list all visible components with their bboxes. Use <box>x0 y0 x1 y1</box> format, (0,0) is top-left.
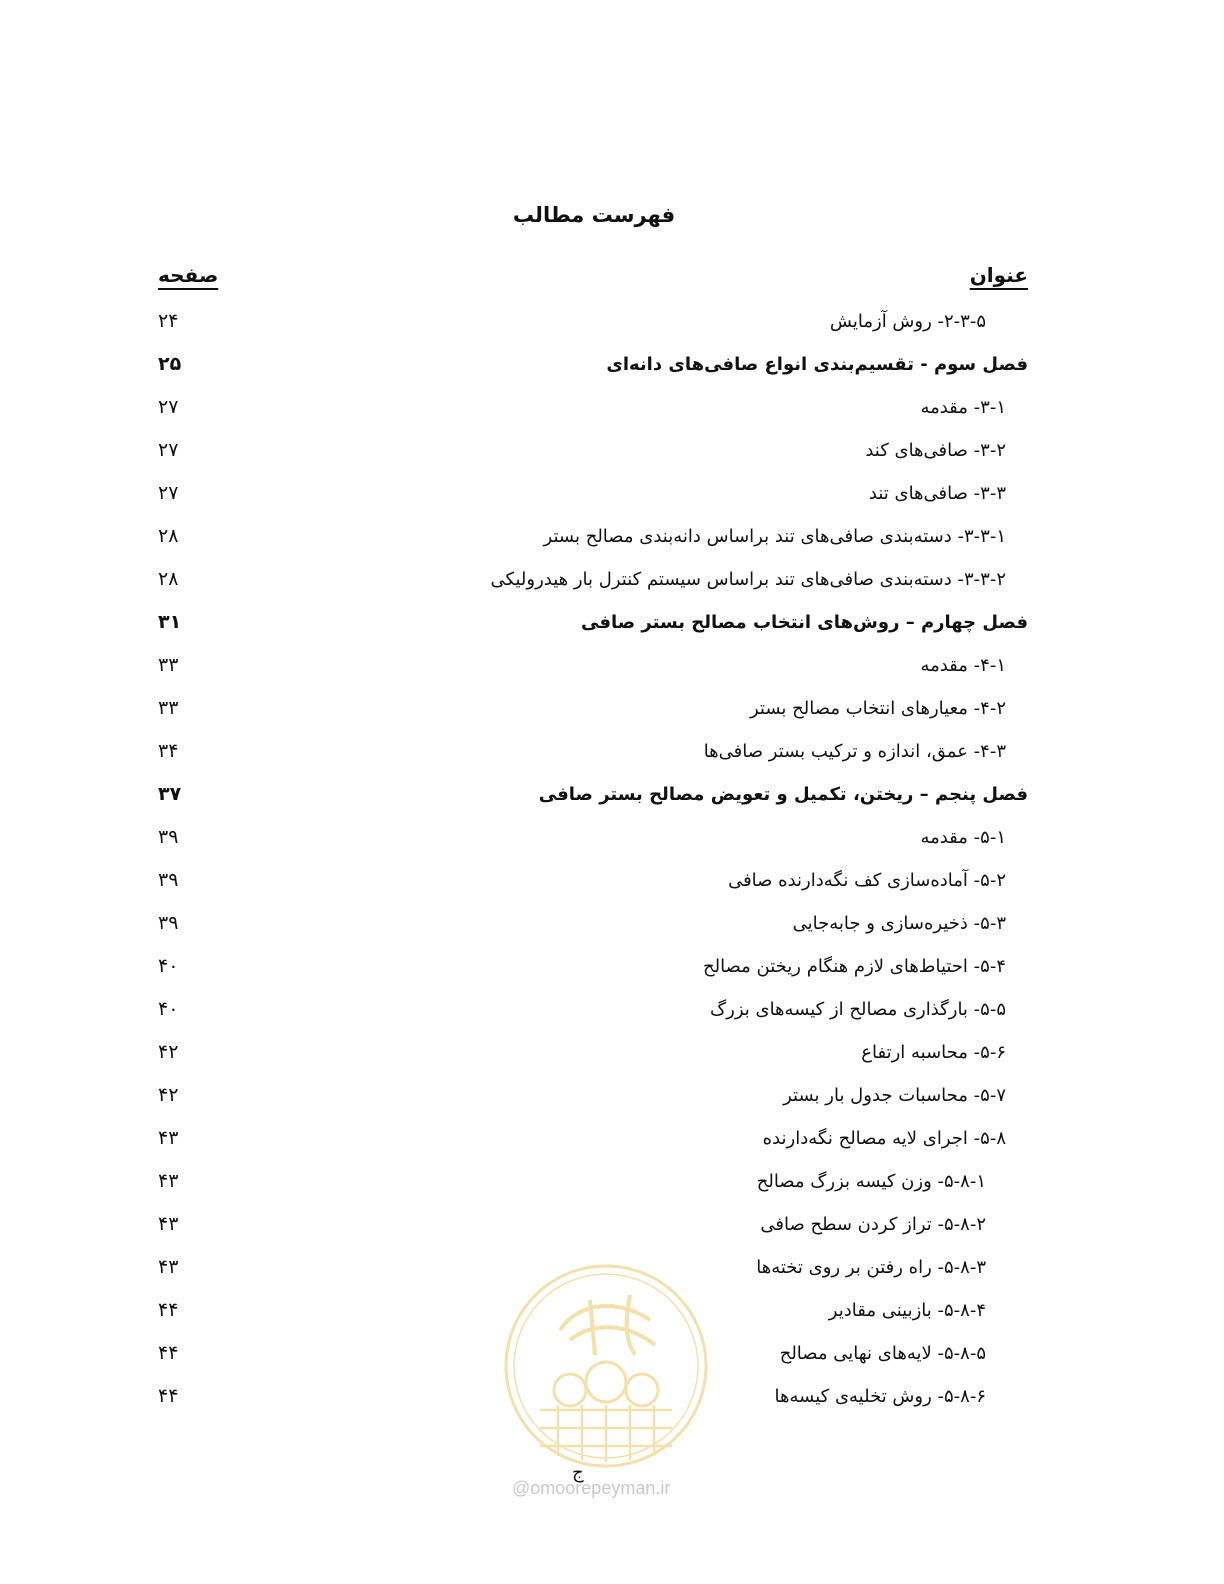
watermark-gear-right <box>626 1374 658 1406</box>
toc-entry-row <box>158 1031 1028 1074</box>
toc-entry-row <box>158 429 1028 472</box>
toc-entry-title: ۵-۸- اجرای لایه مصالح نگه‌دارنده <box>762 1128 1006 1149</box>
toc-entry-row <box>158 902 1028 945</box>
toc-chapter-row <box>158 343 1028 386</box>
toc-entry-row <box>158 816 1028 859</box>
toc-entry-row <box>158 859 1028 902</box>
page-number: ج <box>572 1462 584 1483</box>
table-of-contents <box>158 300 1028 1418</box>
toc-entry-row <box>158 558 1028 601</box>
toc-entry-page: ۴۲ <box>158 1041 179 1063</box>
column-page-header: صفحه <box>158 263 219 287</box>
toc-entry-page: ۲۵ <box>158 353 182 375</box>
toc-entry-page: ۴۴ <box>158 1299 179 1321</box>
toc-entry-row <box>158 687 1028 730</box>
toc-entry-title: فصل چهارم – روش‌های انتخاب مصالح بستر صافی <box>581 612 1028 633</box>
toc-entry-page: ۴۳ <box>158 1127 179 1149</box>
toc-entry-title: ۴-۱- مقدمه <box>920 655 1006 676</box>
toc-chapter-row <box>158 601 1028 644</box>
toc-entry-title: ۵-۷- محاسبات جدول بار بستر <box>783 1085 1006 1106</box>
toc-entry-page: ۲۸ <box>158 568 179 590</box>
toc-entry-page: ۳۱ <box>158 611 182 633</box>
toc-entry-page: ۳۹ <box>158 912 179 934</box>
toc-entry-title: ۳-۱- مقدمه <box>920 397 1006 418</box>
toc-header <box>158 263 1028 293</box>
toc-entry-row <box>158 730 1028 773</box>
toc-entry-row <box>158 1160 1028 1203</box>
toc-entry-page: ۴۰ <box>158 955 179 977</box>
toc-entry-page: ۳۹ <box>158 869 179 891</box>
toc-entry-title: ۵-۵- بارگذاری مصالح از کیسه‌های بزرگ <box>710 999 1006 1020</box>
toc-entry-title: ۵-۸-۵- لایه‌های نهایی مصالح <box>779 1343 986 1364</box>
toc-entry-title: ۴-۳- عمق، اندازه و ترکیب بستر صافی‌ها <box>703 741 1006 762</box>
toc-entry-row <box>158 945 1028 988</box>
toc-entry-row <box>158 300 1028 343</box>
toc-entry-page: ۴۴ <box>158 1385 179 1407</box>
toc-entry-page: ۴۲ <box>158 1084 179 1106</box>
toc-entry-title: ۵-۸-۲- تراز کردن سطح صافی <box>760 1214 986 1235</box>
toc-entry-page: ۴۴ <box>158 1342 179 1364</box>
toc-entry-row <box>158 1203 1028 1246</box>
column-title-header: عنوان <box>969 263 1028 287</box>
toc-entry-page: ۴۳ <box>158 1256 179 1278</box>
toc-entry-title: فصل سوم - تقسیم‌بندی انواع صافی‌های دانه‌ای <box>606 354 1028 375</box>
toc-entry-page: ۴۳ <box>158 1213 179 1235</box>
watermark-gear-center <box>586 1362 626 1402</box>
toc-entry-page: ۳۴ <box>158 740 179 762</box>
toc-entry-page: ۲۴ <box>158 310 179 332</box>
watermark-script-mark <box>560 1295 655 1355</box>
toc-entry-title: ۳-۳-۲- دسته‌بندی صافی‌های تند براساس سیستم کنترل بار هیدرولیکی <box>490 569 1006 590</box>
toc-entry-page: ۳۳ <box>158 697 179 719</box>
toc-entry-title: ۵-۶- محاسبه ارتفاع <box>861 1042 1006 1063</box>
toc-entry-title: ۵-۸-۶- روش تخلیه‌ی کیسه‌ها <box>774 1386 986 1407</box>
toc-entry-page: ۳۷ <box>158 783 182 805</box>
toc-entry-title: ۳-۳- صافی‌های تند <box>868 483 1006 504</box>
toc-entry-page: ۳۳ <box>158 654 179 676</box>
toc-entry-row <box>158 988 1028 1031</box>
toc-entry-row <box>158 1117 1028 1160</box>
toc-entry-row <box>158 515 1028 558</box>
toc-entry-title: ۵-۳- ذخیره‌سازی و جابه‌جایی <box>792 913 1006 934</box>
toc-entry-page: ۴۰ <box>158 998 179 1020</box>
toc-entry-title: فصل پنجم – ریختن، تکمیل و تعویض مصالح بستر صافی <box>538 784 1028 805</box>
toc-chapter-row <box>158 773 1028 816</box>
page-title: فهرست مطالب <box>512 203 676 227</box>
toc-entry-title: ۵-۴- احتیاط‌های لازم هنگام ریختن مصالح <box>702 956 1006 977</box>
watermark-logo <box>500 1260 712 1472</box>
toc-entry-title: ۵-۸-۳- راه رفتن بر روی تخته‌ها <box>756 1257 986 1278</box>
toc-entry-title: ۵-۲- آماده‌سازی کف نگه‌دارنده صافی <box>728 870 1006 891</box>
toc-entry-page: ۲۷ <box>158 439 179 461</box>
watermark-gear-left <box>554 1374 586 1406</box>
toc-entry-page: ۲۷ <box>158 482 179 504</box>
toc-entry-row <box>158 386 1028 429</box>
toc-entry-title: ۵-۱- مقدمه <box>920 827 1006 848</box>
watermark-url: @omoorepeyman.ir <box>512 1478 671 1498</box>
toc-entry-title: ۳-۲- صافی‌های کند <box>865 440 1006 461</box>
toc-entry-page: ۲۸ <box>158 525 179 547</box>
toc-entry-title: ۳-۳-۱- دسته‌بندی صافی‌های تند براساس دانه‌بندی مصالح بستر <box>543 526 1006 547</box>
toc-entry-row <box>158 1074 1028 1117</box>
toc-entry-title: ۵-۸-۴- بازبینی مقادیر <box>828 1300 986 1321</box>
toc-entry-title: ۵-۸-۱- وزن کیسه بزرگ مصالح <box>756 1171 986 1192</box>
toc-entry-page: ۴۳ <box>158 1170 179 1192</box>
toc-entry-title: ۴-۲- معیارهای انتخاب مصالح بستر <box>750 698 1006 719</box>
toc-entry-page: ۳۹ <box>158 826 179 848</box>
toc-entry-page: ۲۷ <box>158 396 179 418</box>
toc-entry-title: ۲-۳-۵- روش آزمایش <box>829 311 986 332</box>
toc-entry-row <box>158 644 1028 687</box>
toc-entry-row <box>158 472 1028 515</box>
